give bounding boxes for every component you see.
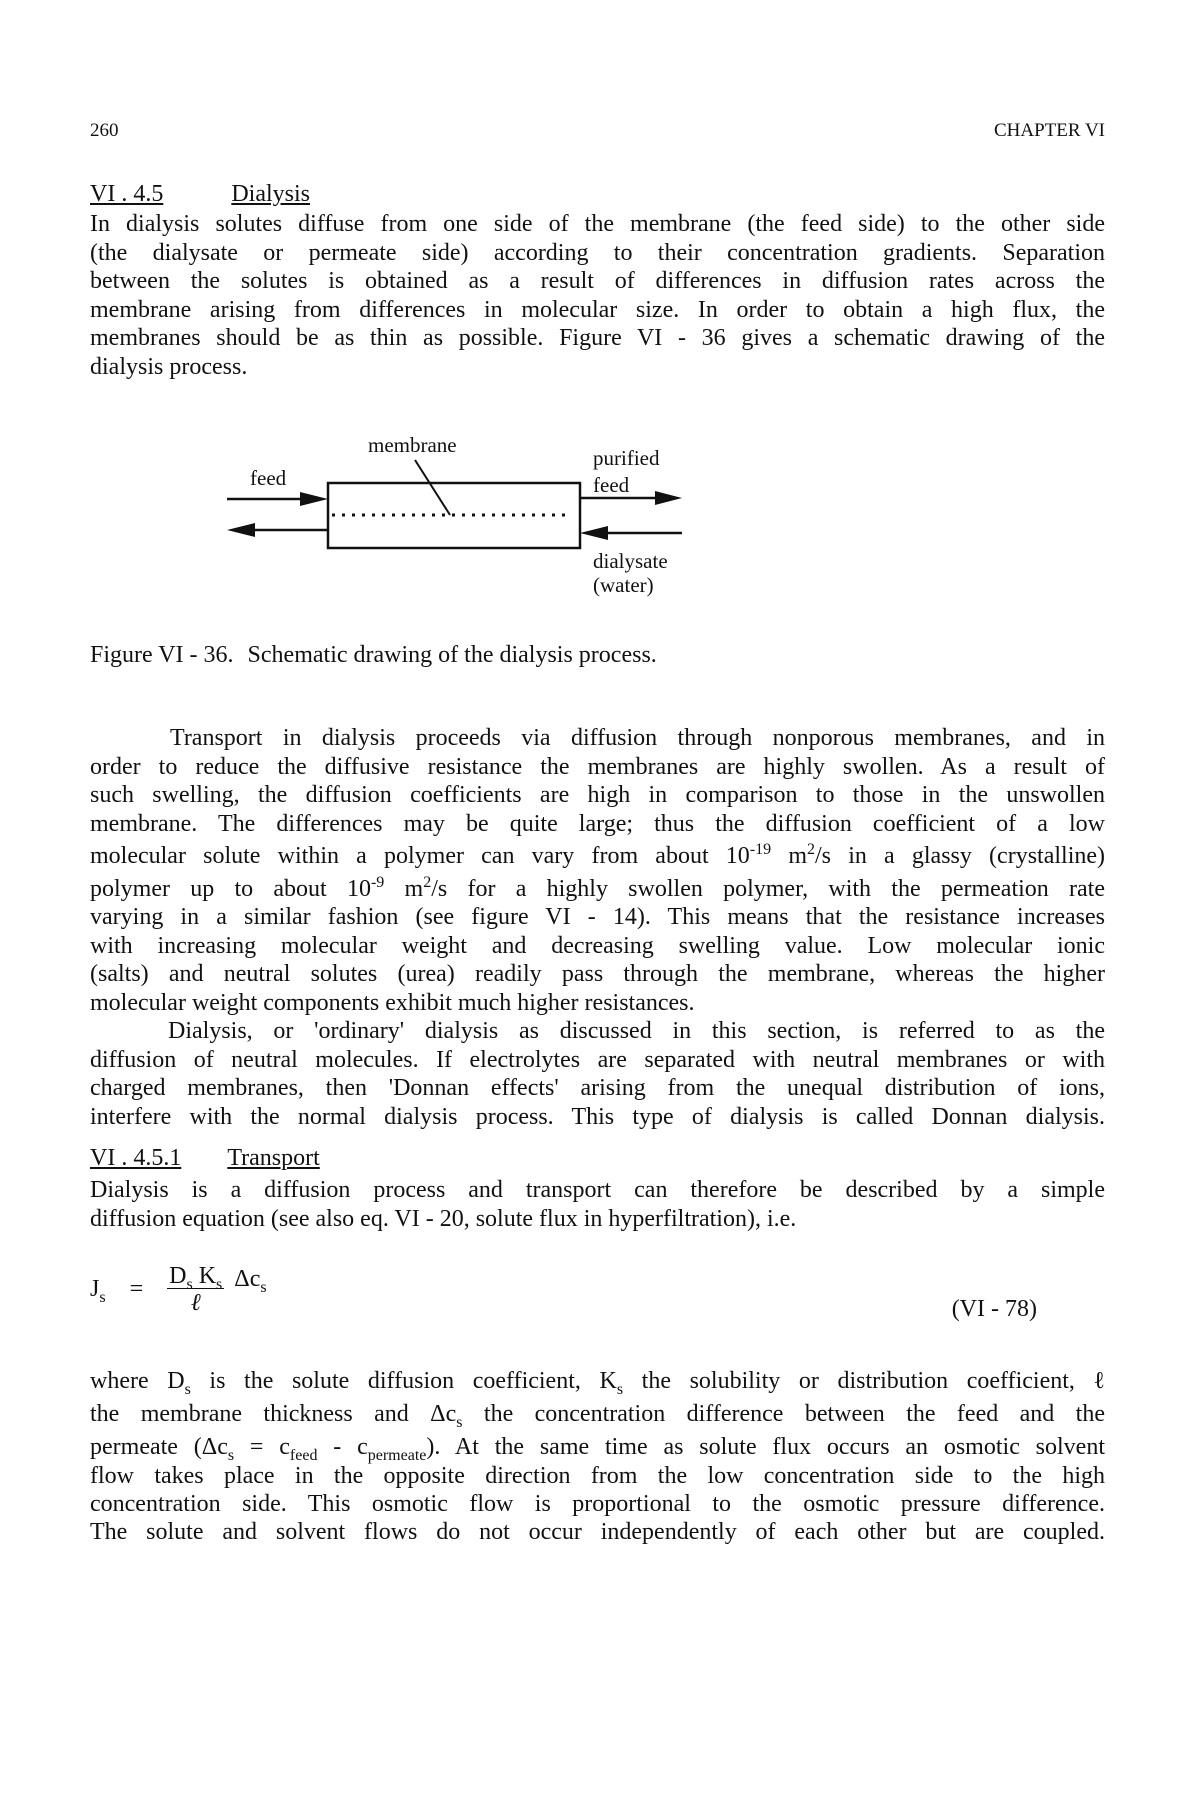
text-segment: permeate (Δc — [90, 1434, 228, 1461]
text-line: flow takes place in the opposite direction from the low concentration side to the high — [90, 1462, 1105, 1489]
text-line — [90, 1433, 1105, 1465]
feed-label: feed — [250, 466, 287, 490]
text-segment: where D — [90, 1368, 185, 1394]
superscript: 2 — [423, 873, 432, 891]
section-title: Dialysis — [231, 181, 310, 207]
paragraph-transport — [90, 724, 1105, 1131]
caption-label: Figure VI - 36. — [90, 642, 234, 668]
text-segment: the membrane thickness and Δc — [90, 1401, 457, 1428]
feed-in-arrow — [227, 492, 328, 506]
subscript: s — [456, 1414, 463, 1431]
subscript: s — [99, 1288, 106, 1306]
text-line: (the dialysate or permeate side) according to their concentration gradients. Separation — [90, 239, 1105, 266]
subscript: s — [186, 1275, 193, 1293]
purified-feed-label: feed — [593, 473, 630, 497]
paragraph-diffusion — [90, 1176, 1105, 1233]
text-segment: the concentration difference between the feed and the — [462, 1401, 1105, 1428]
eq-sign: = — [129, 1276, 144, 1303]
superscript: 2 — [807, 841, 815, 858]
text-line: diffusion equation (see also eq. VI - 20, solute flux in hyperfiltration), i.e. — [90, 1205, 797, 1232]
eq-lhs: J — [90, 1276, 100, 1303]
superscript: -9 — [370, 873, 385, 891]
text-line: dialysis process. — [90, 353, 248, 380]
text-line: Transport in dialysis proceeds via diffusion through nonporous membranes, and in — [170, 725, 1105, 751]
subscript: permeate — [367, 1447, 427, 1465]
section-number: VI . 4.5 — [90, 181, 164, 207]
text-segment: - c — [317, 1434, 368, 1461]
text-segment: molecular solute within a polymer can vary from about 10 — [90, 843, 750, 869]
text-segment: Δc — [234, 1266, 261, 1293]
text-line: In dialysis solutes diffuse from one side of the membrane (the feed side) to the other side — [90, 211, 1105, 237]
superscript: -19 — [749, 841, 772, 858]
subscript: s — [616, 1380, 624, 1398]
text-line: concentration side. This osmotic flow is proportional to the osmotic pressure difference. — [90, 1490, 1105, 1517]
dialysis-diagram — [200, 420, 750, 620]
text-line: varying in a similar fashion (see figure VI - 14). This means that the resistance increases — [90, 904, 1105, 930]
membrane-label: membrane — [368, 433, 457, 457]
dialysate-out-arrow — [227, 523, 328, 537]
subsection-heading — [90, 1145, 320, 1172]
subscript: feed — [289, 1447, 318, 1465]
text-line — [90, 1367, 1105, 1398]
paragraph-where — [90, 1367, 1105, 1546]
subscript: s — [184, 1380, 191, 1398]
text-segment: m — [384, 875, 424, 902]
text-line: The solute and solvent flows do not occur independently of each other but are coupled. — [90, 1519, 1105, 1546]
text-line: with increasing molecular weight and decreasing swelling value. Low molecular ionic — [90, 932, 1105, 959]
text-line: membrane arising from differences in molecular size. In order to obtain a high flux, the — [90, 296, 1105, 323]
caption-text: Schematic drawing of the dialysis process. — [247, 642, 657, 668]
text-line — [90, 1400, 1105, 1431]
text-segment: the solubility or distribution coefficient, ℓ — [623, 1368, 1105, 1394]
text-line: membranes should be as thin as possible. Figure VI - 36 gives a schematic drawing of the — [90, 325, 1105, 351]
text-segment: = c — [234, 1434, 290, 1461]
section-heading — [90, 181, 310, 208]
text-line: order to reduce the diffusive resistance the membranes are highly swollen. As a result of — [90, 753, 1105, 780]
subscript: s — [260, 1278, 267, 1296]
text-segment: /s in a glassy (crystalline) — [815, 843, 1106, 869]
eq-numerator — [167, 1263, 224, 1293]
text-line: molecular weight components exhibit much higher resistances. — [90, 989, 695, 1016]
equation-number: (VI - 78) — [951, 1296, 1037, 1322]
water-label: (water) — [593, 573, 654, 597]
eq-delta — [234, 1266, 267, 1296]
equation — [90, 1264, 267, 1317]
text-line: diffusion of neutral molecules. If electrolytes are separated with neutral membranes or with — [90, 1046, 1105, 1073]
page-number: 260 — [90, 120, 119, 141]
text-line: Dialysis, or 'ordinary' dialysis as discussed in this section, is referred to as the — [168, 1018, 1105, 1044]
text-segment: ). At the same time as solute flux occurs an osmotic solvent — [426, 1434, 1105, 1461]
eq-denominator: ℓ — [190, 1290, 201, 1316]
text-line: between the solutes is obtained as a result of differences in diffusion rates across the — [90, 268, 1105, 294]
subsection-number: VI . 4.5.1 — [90, 1145, 182, 1171]
text-line: Dialysis is a diffusion process and transport can therefore be described by a simple — [90, 1177, 1105, 1203]
text-line: interfere with the normal dialysis process. This type of dialysis is called Donnan dialysis. — [90, 1103, 1105, 1130]
subscript: s — [227, 1447, 235, 1465]
text-segment: polymer up to about 10 — [90, 875, 371, 902]
dialysate-label: dialysate — [593, 549, 668, 573]
text-segment: /s for a highly swollen polymer, with the permeation rate — [431, 875, 1106, 902]
text-line: (salts) and neutral solutes (urea) readily pass through the membrane, whereas the higher — [90, 961, 1105, 987]
dialysate-in-arrow — [580, 526, 682, 540]
figure-caption — [90, 642, 657, 669]
text-segment: m — [771, 843, 807, 869]
text-segment: K — [192, 1263, 217, 1289]
text-line — [90, 875, 1105, 904]
subscript: s — [216, 1275, 223, 1293]
text-line — [90, 842, 1105, 871]
eq-fraction — [167, 1264, 224, 1317]
subsection-title: Transport — [227, 1145, 320, 1171]
text-line: charged membranes, then 'Donnan effects' arising from the unequal distribution of ions, — [90, 1075, 1105, 1101]
text-segment: D — [169, 1263, 187, 1289]
membrane-pointer — [415, 460, 450, 515]
purified-label: purified — [593, 446, 660, 470]
paragraph-intro — [90, 210, 1105, 381]
chapter-header: CHAPTER VI — [993, 120, 1105, 141]
text-line: such swelling, the diffusion coefficients are high in comparison to those in the unswollen — [90, 782, 1105, 808]
text-segment: is the solute diffusion coefficient, K — [190, 1368, 617, 1394]
text-line: membrane. The differences may be quite large; thus the diffusion coefficient of a low — [90, 810, 1105, 837]
